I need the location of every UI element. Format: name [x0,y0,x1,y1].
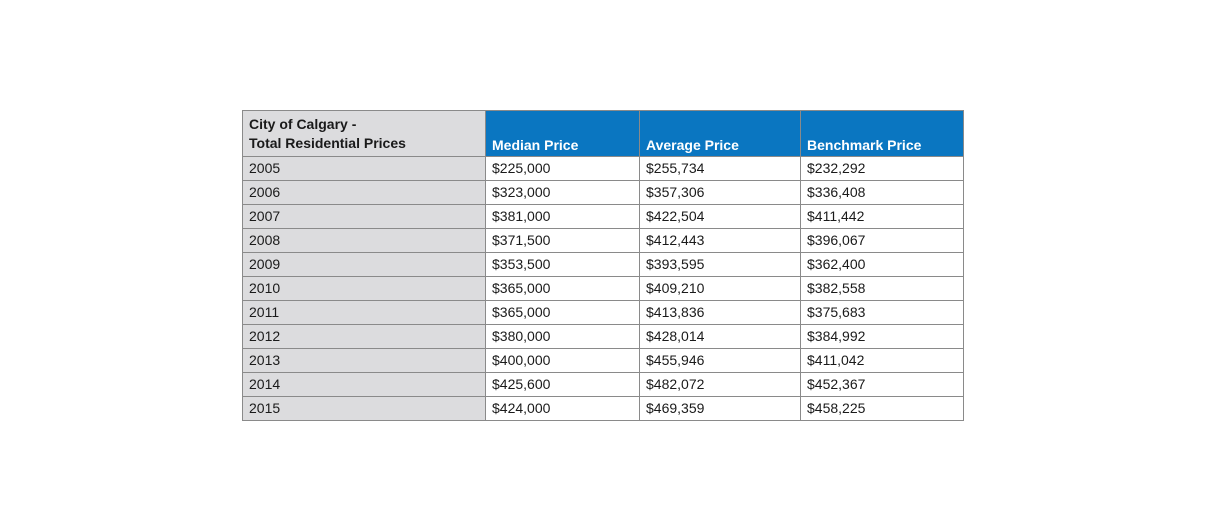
table-row [243,277,964,301]
benchmark-price-cell: $232,292 [801,157,964,181]
table-row [243,253,964,277]
year-cell: 2015 [243,397,486,421]
year-cell: 2006 [243,181,486,205]
median-price-cell: $225,000 [486,157,640,181]
table-row [243,373,964,397]
benchmark-price-cell: $362,400 [801,253,964,277]
year-cell: 2010 [243,277,486,301]
average-price-cell: $412,443 [640,229,801,253]
column-header-median-price: Median Price [486,111,640,157]
table-body [243,157,964,421]
table-title-line-1: City of Calgary - [249,116,357,132]
average-price-cell: $413,836 [640,301,801,325]
average-price-cell: $393,595 [640,253,801,277]
benchmark-price-cell: $411,042 [801,349,964,373]
year-cell: 2011 [243,301,486,325]
table-row [243,397,964,421]
year-cell: 2013 [243,349,486,373]
benchmark-price-cell: $382,558 [801,277,964,301]
median-price-cell: $365,000 [486,277,640,301]
benchmark-price-cell: $336,408 [801,181,964,205]
median-price-cell: $353,500 [486,253,640,277]
average-price-cell: $255,734 [640,157,801,181]
median-price-cell: $323,000 [486,181,640,205]
average-price-cell: $422,504 [640,205,801,229]
table-row [243,205,964,229]
median-price-cell: $380,000 [486,325,640,349]
year-cell: 2005 [243,157,486,181]
table-title-cell [243,111,486,157]
average-price-cell: $409,210 [640,277,801,301]
median-price-cell: $365,000 [486,301,640,325]
average-price-cell: $469,359 [640,397,801,421]
price-table [242,110,964,421]
table-row [243,181,964,205]
price-table-container [242,110,964,421]
year-cell: 2009 [243,253,486,277]
year-cell: 2014 [243,373,486,397]
table-row [243,349,964,373]
median-price-cell: $400,000 [486,349,640,373]
benchmark-price-cell: $411,442 [801,205,964,229]
benchmark-price-cell: $384,992 [801,325,964,349]
year-cell: 2008 [243,229,486,253]
benchmark-price-cell: $452,367 [801,373,964,397]
table-row [243,157,964,181]
benchmark-price-cell: $396,067 [801,229,964,253]
average-price-cell: $482,072 [640,373,801,397]
table-title-line-2: Total Residential Prices [249,135,406,151]
header-row [243,111,964,157]
table-row [243,325,964,349]
table-row [243,301,964,325]
median-price-cell: $371,500 [486,229,640,253]
median-price-cell: $381,000 [486,205,640,229]
benchmark-price-cell: $375,683 [801,301,964,325]
average-price-cell: $428,014 [640,325,801,349]
year-cell: 2012 [243,325,486,349]
year-cell: 2007 [243,205,486,229]
average-price-cell: $455,946 [640,349,801,373]
median-price-cell: $425,600 [486,373,640,397]
average-price-cell: $357,306 [640,181,801,205]
column-header-average-price: Average Price [640,111,801,157]
benchmark-price-cell: $458,225 [801,397,964,421]
column-header-benchmark-price: Benchmark Price [801,111,964,157]
table-row [243,229,964,253]
median-price-cell: $424,000 [486,397,640,421]
